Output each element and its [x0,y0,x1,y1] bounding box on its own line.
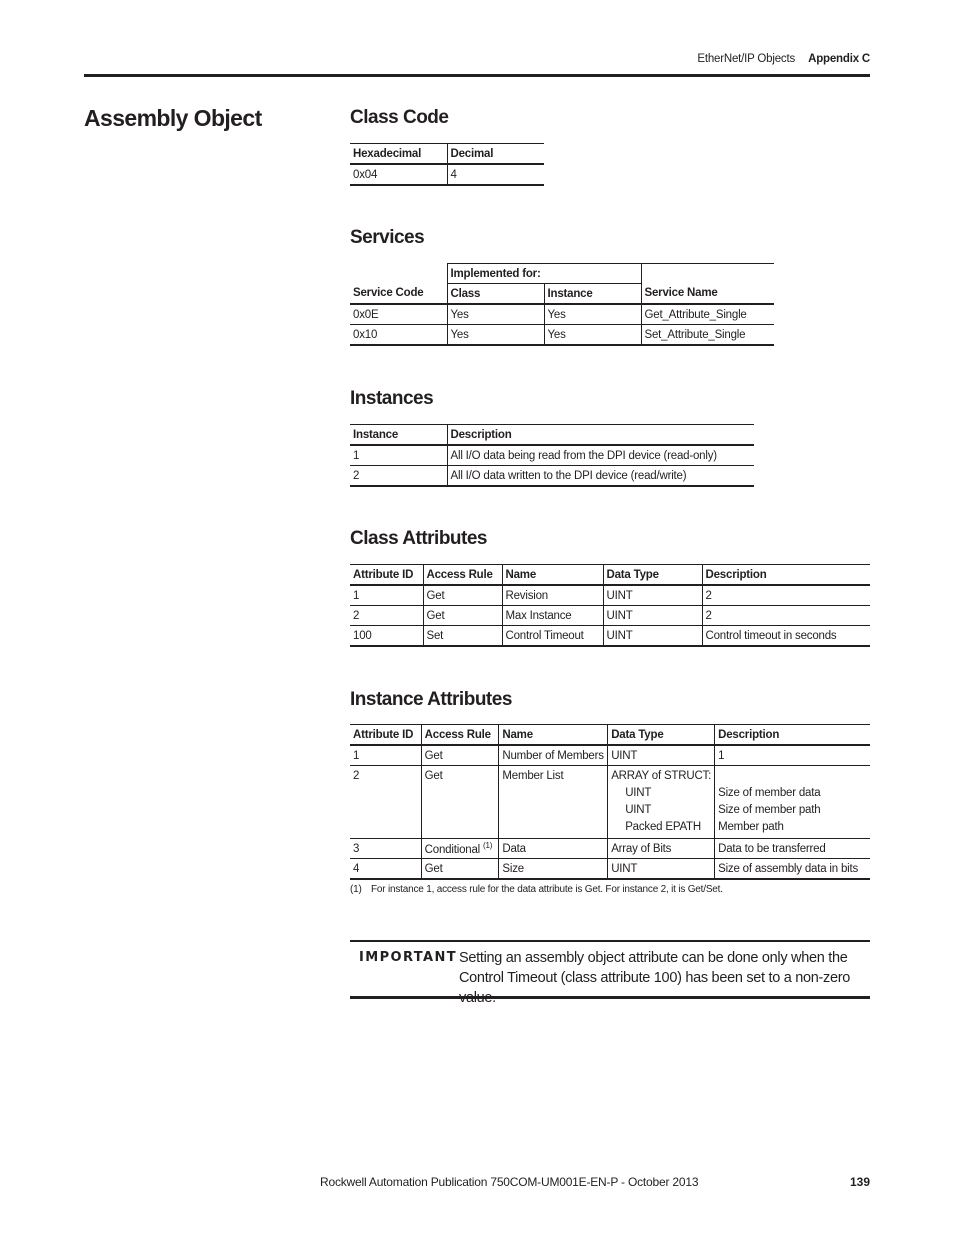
table-cell: All I/O data being read from the DPI device (read-only) [447,445,754,466]
table-cell: UINT [608,859,715,880]
instance-attributes-table [350,724,870,880]
table-cell: 4 [447,164,544,185]
table-row [350,859,870,880]
table-cell: Get [421,745,499,766]
column-header: Instance [350,425,447,446]
footnote-text: For instance 1, access rule for the data attribute is Get. For instance 2, it is Get/Set. [371,884,723,895]
class-attributes-table [350,564,870,647]
table-header-row [350,425,754,446]
table-cell: Get [421,766,499,839]
footnote-mark: (1) [350,884,362,895]
running-header-section: EtherNet/IP Objects [697,53,795,65]
column-header: Description [447,425,754,446]
table-row [350,445,754,466]
services-heading: Services [350,227,425,248]
table-row [350,164,544,185]
column-header: Service Name [641,284,774,305]
column-header: Class [447,284,544,305]
table-row [350,745,870,766]
description-line: Size of member path [718,804,821,816]
chapter-title: Assembly Object [84,105,262,131]
table-cell: Member List [499,766,608,839]
column-header: Instance [544,284,641,305]
important-callout [350,940,870,1006]
table-cell: 0x10 [350,325,447,346]
page-number: 139 [849,1175,870,1189]
table-cell: 1 [350,585,423,606]
table-header-row [350,565,870,586]
running-header-appendix: Appendix C [808,53,870,65]
table-cell: 1 [350,745,421,766]
table-cell: Set [423,626,502,647]
access-rule-text: Conditional [424,844,481,856]
table-cell: UINT [608,745,715,766]
table-cell [421,839,499,859]
table-cell: 2 [350,766,421,839]
table-cell: 2 [350,606,423,626]
column-header: Service Code [350,284,447,305]
column-header: Hexadecimal [350,144,447,165]
table-cell: Yes [447,304,544,325]
table-cell: Control timeout in seconds [702,626,870,647]
type-line: UINT [625,804,652,816]
column-header: Name [502,565,603,586]
column-header: Data Type [608,725,715,746]
table-row [350,606,870,626]
type-line: Packed EPATH [625,821,701,833]
table-cell: Revision [502,585,603,606]
column-header: Description [702,565,870,586]
column-header: Data Type [603,565,702,586]
table-cell: All I/O data written to the DPI device (read/write) [447,466,754,487]
footnote-reference: (1) [483,841,493,850]
table-cell: 4 [350,859,421,880]
instances-heading: Instances [350,388,434,409]
class-attributes-heading: Class Attributes [350,528,487,549]
table-header-row [350,264,774,284]
services-table [350,263,774,346]
type-line: ARRAY of STRUCT: [611,770,712,782]
table-cell: 0x04 [350,164,447,185]
description-line: Member path [718,821,784,833]
description-cell [715,766,870,839]
table-header-row [350,284,774,305]
table-cell: Get [423,585,502,606]
table-cell: Get [423,606,502,626]
table-row [350,626,870,647]
empty-header-cell [641,264,774,284]
table-cell: Array of Bits [608,839,715,859]
table-cell: UINT [603,626,702,647]
column-header: Description [715,725,870,746]
class-code-table [350,143,544,186]
data-type-cell [608,766,715,839]
header-rule [84,74,870,77]
table-cell: Number of Members [499,745,608,766]
table-cell: Data to be transferred [715,839,870,859]
implemented-for-header: Implemented for: [447,264,641,284]
table-cell: Size of assembly data in bits [715,859,870,880]
footer-publication: Rockwell Automation Publication 750COM-UM001E-EN-P - October 2013 [320,1175,699,1189]
table-footnote [350,884,723,895]
column-header: Attribute ID [350,565,423,586]
empty-header-cell [350,264,447,284]
column-header: Attribute ID [350,725,421,746]
table-row [350,766,870,839]
table-cell: Set_Attribute_Single [641,325,774,346]
table-cell: 2 [702,585,870,606]
table-cell: UINT [603,606,702,626]
important-label: IMPORTANT [359,950,458,965]
table-cell: 0x0E [350,304,447,325]
table-header-row [350,144,544,165]
table-row [350,839,870,859]
table-cell: Yes [544,325,641,346]
table-cell: Yes [447,325,544,346]
table-cell: Yes [544,304,641,325]
column-header: Name [499,725,608,746]
table-cell: 100 [350,626,423,647]
class-code-heading: Class Code [350,107,449,128]
table-cell: Control Timeout [502,626,603,647]
table-cell: Get_Attribute_Single [641,304,774,325]
type-line: UINT [625,787,652,799]
table-cell: UINT [603,585,702,606]
description-line: Size of member data [718,787,821,799]
table-cell: Max Instance [502,606,603,626]
table-cell: Data [499,839,608,859]
table-cell: 1 [715,745,870,766]
table-cell: Size [499,859,608,880]
table-row [350,466,754,487]
table-row [350,585,870,606]
table-cell: 2 [350,466,447,487]
table-row [350,325,774,346]
table-header-row [350,725,870,746]
instance-attributes-heading: Instance Attributes [350,689,512,710]
column-header: Access Rule [421,725,499,746]
table-cell: 2 [702,606,870,626]
table-cell: Get [421,859,499,880]
column-header: Decimal [447,144,544,165]
important-text: Setting an assembly object attribute can be done only when the Control Timeout (class attribute 100) has been set to a non-zero value. [459,950,851,1006]
table-row [350,304,774,325]
instances-table [350,424,754,487]
table-cell: 3 [350,839,421,859]
table-cell: 1 [350,445,447,466]
column-header: Access Rule [423,565,502,586]
